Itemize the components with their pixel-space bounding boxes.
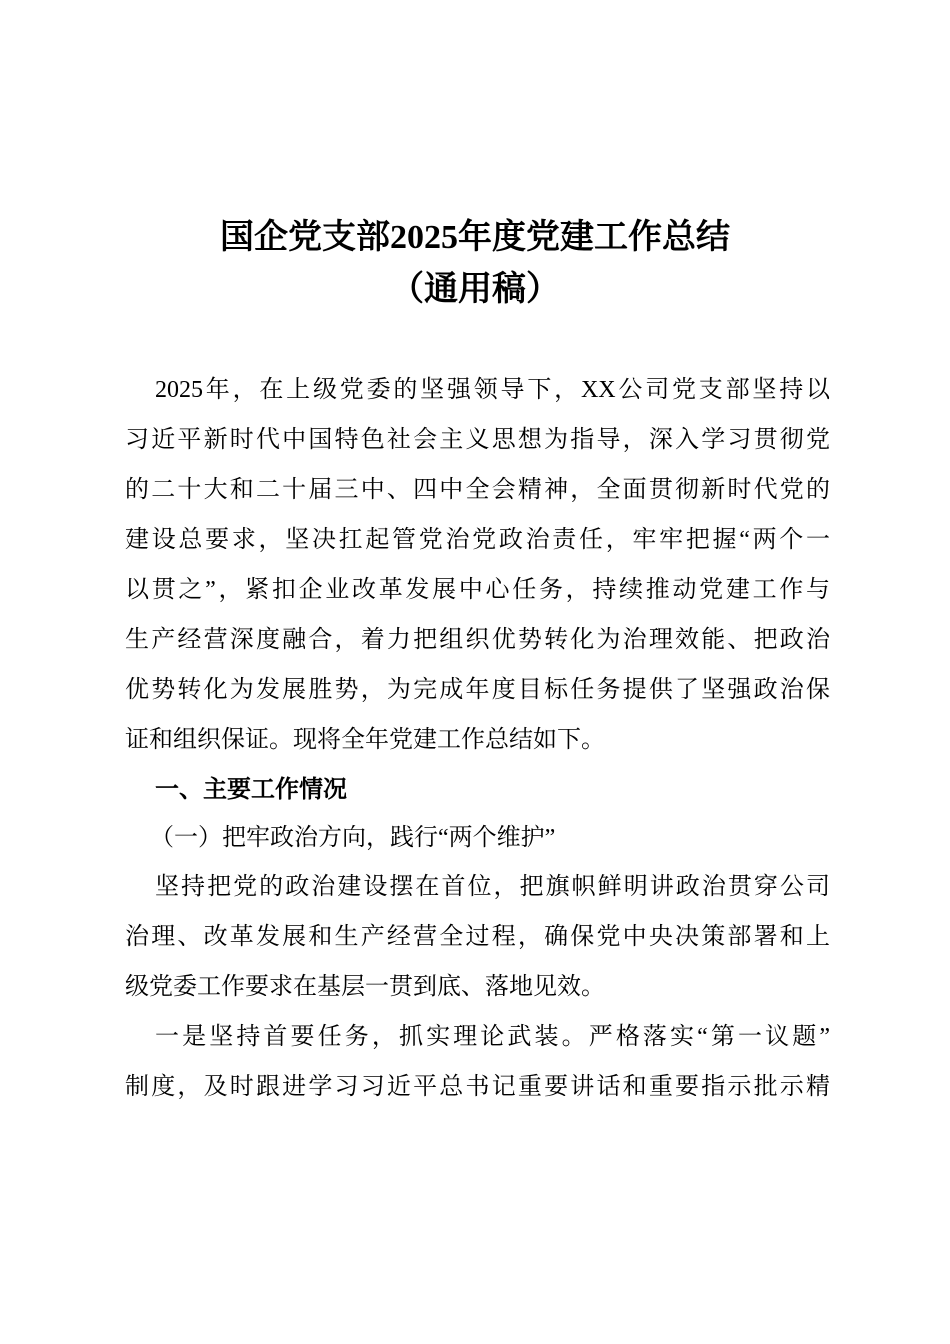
intro-line: 2025年，在上级党委的坚强领导下，XX公司党支部坚持以 [155,377,830,403]
intro-line: 建设总要求，坚决扛起管党治党政治责任，牢牢把握“两个一 [125,527,830,553]
paragraph-line: 一是坚持首要任务，抓实理论武装。严格落实“第一议题” [155,1024,830,1050]
paragraph-line: 制度，及时跟进学习习近平总书记重要讲话和重要指示批示精 [125,1074,830,1100]
section-heading: 一、主要工作情况 [155,777,347,803]
paragraph-line: 级党委工作要求在基层一贯到底、落地见效。 [125,974,605,1000]
intro-line: 生产经营深度融合，着力把组织优势转化为治理效能、把政治 [125,627,830,653]
intro-line: 习近平新时代中国特色社会主义思想为指导，深入学习贯彻党 [125,427,830,453]
paragraph-line: 坚持把党的政治建设摆在首位，把旗帜鲜明讲政治贯穿公司 [155,874,830,900]
document-subtitle: （通用稿） [390,271,560,308]
intro-line: 证和组织保证。现将全年党建工作总结如下。 [125,727,605,753]
intro-line: 的二十大和二十届三中、四中全会精神，全面贯彻新时代党的 [125,477,830,503]
subsection-heading: （一）把牢政治方向，践行“两个维护” [150,825,556,851]
intro-line: 以贯之”，紧扣企业改革发展中心任务，持续推动党建工作与 [125,577,830,603]
paragraph-line: 治理、改革发展和生产经营全过程，确保党中央决策部署和上 [125,924,830,950]
intro-line: 优势转化为发展胜势，为完成年度目标任务提供了坚强政治保 [125,677,830,703]
document-title: 国企党支部2025年度党建工作总结 [220,219,730,256]
